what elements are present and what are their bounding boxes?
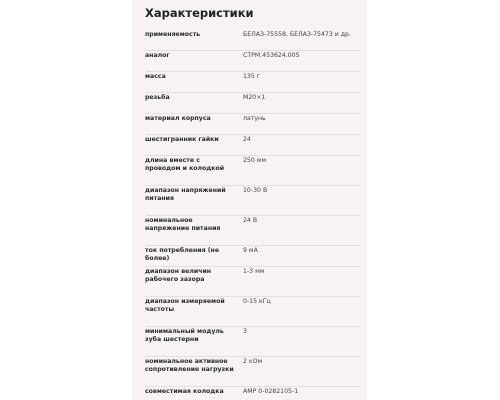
spec-row — [145, 30, 360, 51]
spec-name: резьба — [145, 94, 170, 101]
spec-value: 3 — [243, 328, 247, 335]
spec-value: латунь — [243, 115, 266, 122]
spec-name: диапазон величин рабочего зазора — [145, 268, 212, 283]
spec-row — [145, 387, 360, 400]
spec-row — [145, 72, 360, 93]
spec-row — [145, 246, 360, 267]
spec-value: 24 В — [243, 217, 258, 224]
spec-value: 250 мм — [243, 157, 267, 164]
characteristics-panel — [132, 0, 367, 400]
spec-value: 9 мА — [243, 247, 258, 254]
spec-name: совместимая колодка — [145, 388, 224, 395]
spec-row — [145, 216, 360, 246]
spec-row — [145, 327, 360, 357]
spec-row — [145, 135, 360, 156]
spec-value: 1-3 мм — [243, 268, 265, 275]
spec-name: применяемость — [145, 31, 201, 38]
spec-name: аналог — [145, 52, 170, 59]
spec-row — [145, 297, 360, 327]
spec-value: М20×1 — [243, 94, 266, 101]
spec-row — [145, 51, 360, 72]
spec-table — [145, 30, 360, 400]
spec-value: 24 — [243, 136, 251, 143]
spec-name: ток потребления (не более) — [145, 247, 220, 262]
spec-value: AMP 0-0282105-1 — [243, 388, 299, 395]
spec-row — [145, 186, 360, 216]
spec-value: 10-30 В — [243, 187, 268, 194]
spec-name: масса — [145, 73, 166, 80]
spec-value: БЕЛАЗ-75558, БЕЛАЗ-75473 и др. — [243, 31, 351, 38]
spec-name: материал корпуса — [145, 115, 211, 122]
spec-value: 135 г — [243, 73, 261, 80]
spec-name: номинальное напряжение питания — [145, 217, 221, 232]
spec-value: СТРМ.453624.005 — [243, 52, 300, 59]
spec-name: номинальное активное сопротивление нагрузки — [145, 358, 234, 373]
spec-row — [145, 267, 360, 297]
spec-name: длина вместе с проводом и колодкой — [145, 157, 225, 172]
spec-name: диапазон измеряемой частоты — [145, 298, 225, 313]
spec-name: диапазон напряжений питания — [145, 187, 226, 202]
spec-row — [145, 156, 360, 186]
spec-value: 0-15 кГц — [243, 298, 271, 305]
spec-value: 2 кОм — [243, 358, 263, 365]
spec-row — [145, 357, 360, 387]
spec-name: шестигранник гайки — [145, 136, 219, 143]
spec-row — [145, 93, 360, 114]
spec-row — [145, 114, 360, 135]
section-title: Характеристики — [145, 6, 254, 20]
spec-name: минимальный модуль зуба шестерни — [145, 328, 224, 343]
